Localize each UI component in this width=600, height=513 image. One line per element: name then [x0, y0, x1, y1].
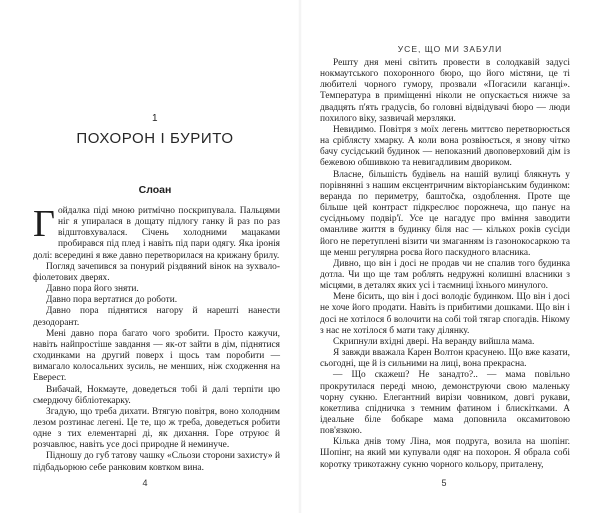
paragraph: Я завжди вважала Карен Волтон красунею. Що вже казати, сьогодні, ще й із сильними на лиці, вона прекрасна. — [320, 348, 570, 370]
paragraph: Давно пора вертатися до роботи. — [46, 295, 178, 306]
drop-cap: Г — [33, 203, 55, 245]
paragraph: Згадую, що треба дихати. Втягую повітря, воно холодним лезом розтинає легені. Це те, що ж треба, доведеться робити одне з тих елементарні ді, як дихання. Горе отруює й розчавлює, навіть усе досі природне й неминуче. — [33, 406, 280, 451]
paragraph: Мене бісить, що він і досі володіє будинком. Що він і досі не хоче його продати. Навіть із прибитими дошками. Що він і досі не хотілося б волочити на собі той тягар спогадів. Нікому з нас не хотілося б мати таку ділянку. — [320, 292, 570, 336]
paragraph: Давно пора піднятися нагору й нарешті нанести дезодорант. — [33, 306, 280, 328]
paragraph: Власне, більшість будівель на нашій вулиці блякнуть у порівнянні з нашим ексцентричним вікторіанським будинком: веранда по периметру, баштočка, оздоблення. Проте ще більше цей контраст підкреслює порожнеча, що панує на сусідньому подвір'ї. Усе це нагадує про вміння заводити оманливе життя в будинку біля нас — кількох років сусіди його не перетуплені візити чи змаганням із газонокосаркою та ще менш регулярна роєва його паскудного власника. — [320, 169, 570, 258]
paragraph: Дивно, що він і досі не продав чи не спалив того будинка дотла. Чи що ще там роблять недружні колишні власники з місцями, в деталях яких усі і таємниці їхнього минулого. — [320, 258, 570, 292]
section-title: Слоан — [138, 184, 172, 196]
page-number: 5 — [441, 478, 447, 488]
right-page — [300, 0, 600, 513]
chapter-title: ПОХОРОН І БУРИТО — [76, 130, 234, 147]
chapter-number: 1 — [151, 113, 159, 124]
paragraph: Кілька днів тому Ліна, моя подруга, возила на шопінг. Шопінг, на який ми купували одяг на похорон. Я обрала собі коротку трикотажну сукню чорного кольору, приталену, — [320, 437, 570, 470]
paragraph: Погляд зачепився за понурий різдвяний вінок на зухвало-фіолетових дверях. — [33, 261, 280, 283]
paragraph: Мені давно пора багато чого зробити. Просто кажучи, навіть найпростіше завдання — як-от зайти в дім, піднятися сходинками на другий поверх і щось там поробити — вимагало колосальних зусиль, не менших, ніж сходження на Еверест. — [33, 328, 280, 384]
paragraph: Давно пора його зняти. — [46, 284, 139, 295]
paragraph: Скрипнули вхідні двері. На веранду вийшла мама. — [333, 336, 535, 347]
right-body-text — [320, 58, 570, 471]
paragraph: Вибачай, Нокмауте, доведеться тобі й далі терпіти цю смердючу бібліотекарку. — [33, 384, 280, 406]
paragraph: Невидимо. Повітря з моїх легень миттєво перетворюється на сріблясту хмарку. А коли вона розвіюється, я знову чітко бачу сусідський будинок — непоказний двоповерховий дім із бежевою обшивкою та невигадливим двориком. — [320, 124, 570, 169]
paragraph: Підношу до губ татову чашку «Сльози сторони захисту» й підбадьорюю себе ранковим ковтком вина. — [33, 451, 280, 473]
running-head: УСЕ, ЩО МИ ЗАБУЛИ — [397, 44, 503, 54]
paragraph: ойдалка піді мною ритмічно поскрипувала. Пальцями ніг я упиралася в дощату підлогу ганку й раз по раз відштовхувалася. Січень холодними мацаками пробирався під плед і навіть під пари одягу. Яка іронія долі: всередині я вже давно перетворилася на крижану брилу. — [33, 206, 280, 261]
paragraph: Решту дня мені світить провести в солодкавій задусі нокмаутського похоронного бюро, що його містяни, це ті любителі чорного гумору, прозвали «Погасили каганці». Температура в приміщенні ніколи не опускається нижче за двадцять п'ять градусів, бо головні відвідувачі бюро — люди похилого віку, зазвичай мерзляки. — [320, 58, 570, 124]
opening-paragraph — [33, 203, 280, 262]
left-body-text — [33, 203, 280, 474]
paragraph: — Що скажеш? Не занадто?.. — мама повільно прокрутилася переді мною, демонструючи свою маленьку чорну сукню. Елегантний вирізи човником, довгі рукави, кокетлива спідничка з темним фатином і блискітками. А ідеальне біле бобкаре мама доповнила оксамитовою пов'язкою. — [320, 370, 570, 437]
page-number: 4 — [142, 478, 148, 488]
